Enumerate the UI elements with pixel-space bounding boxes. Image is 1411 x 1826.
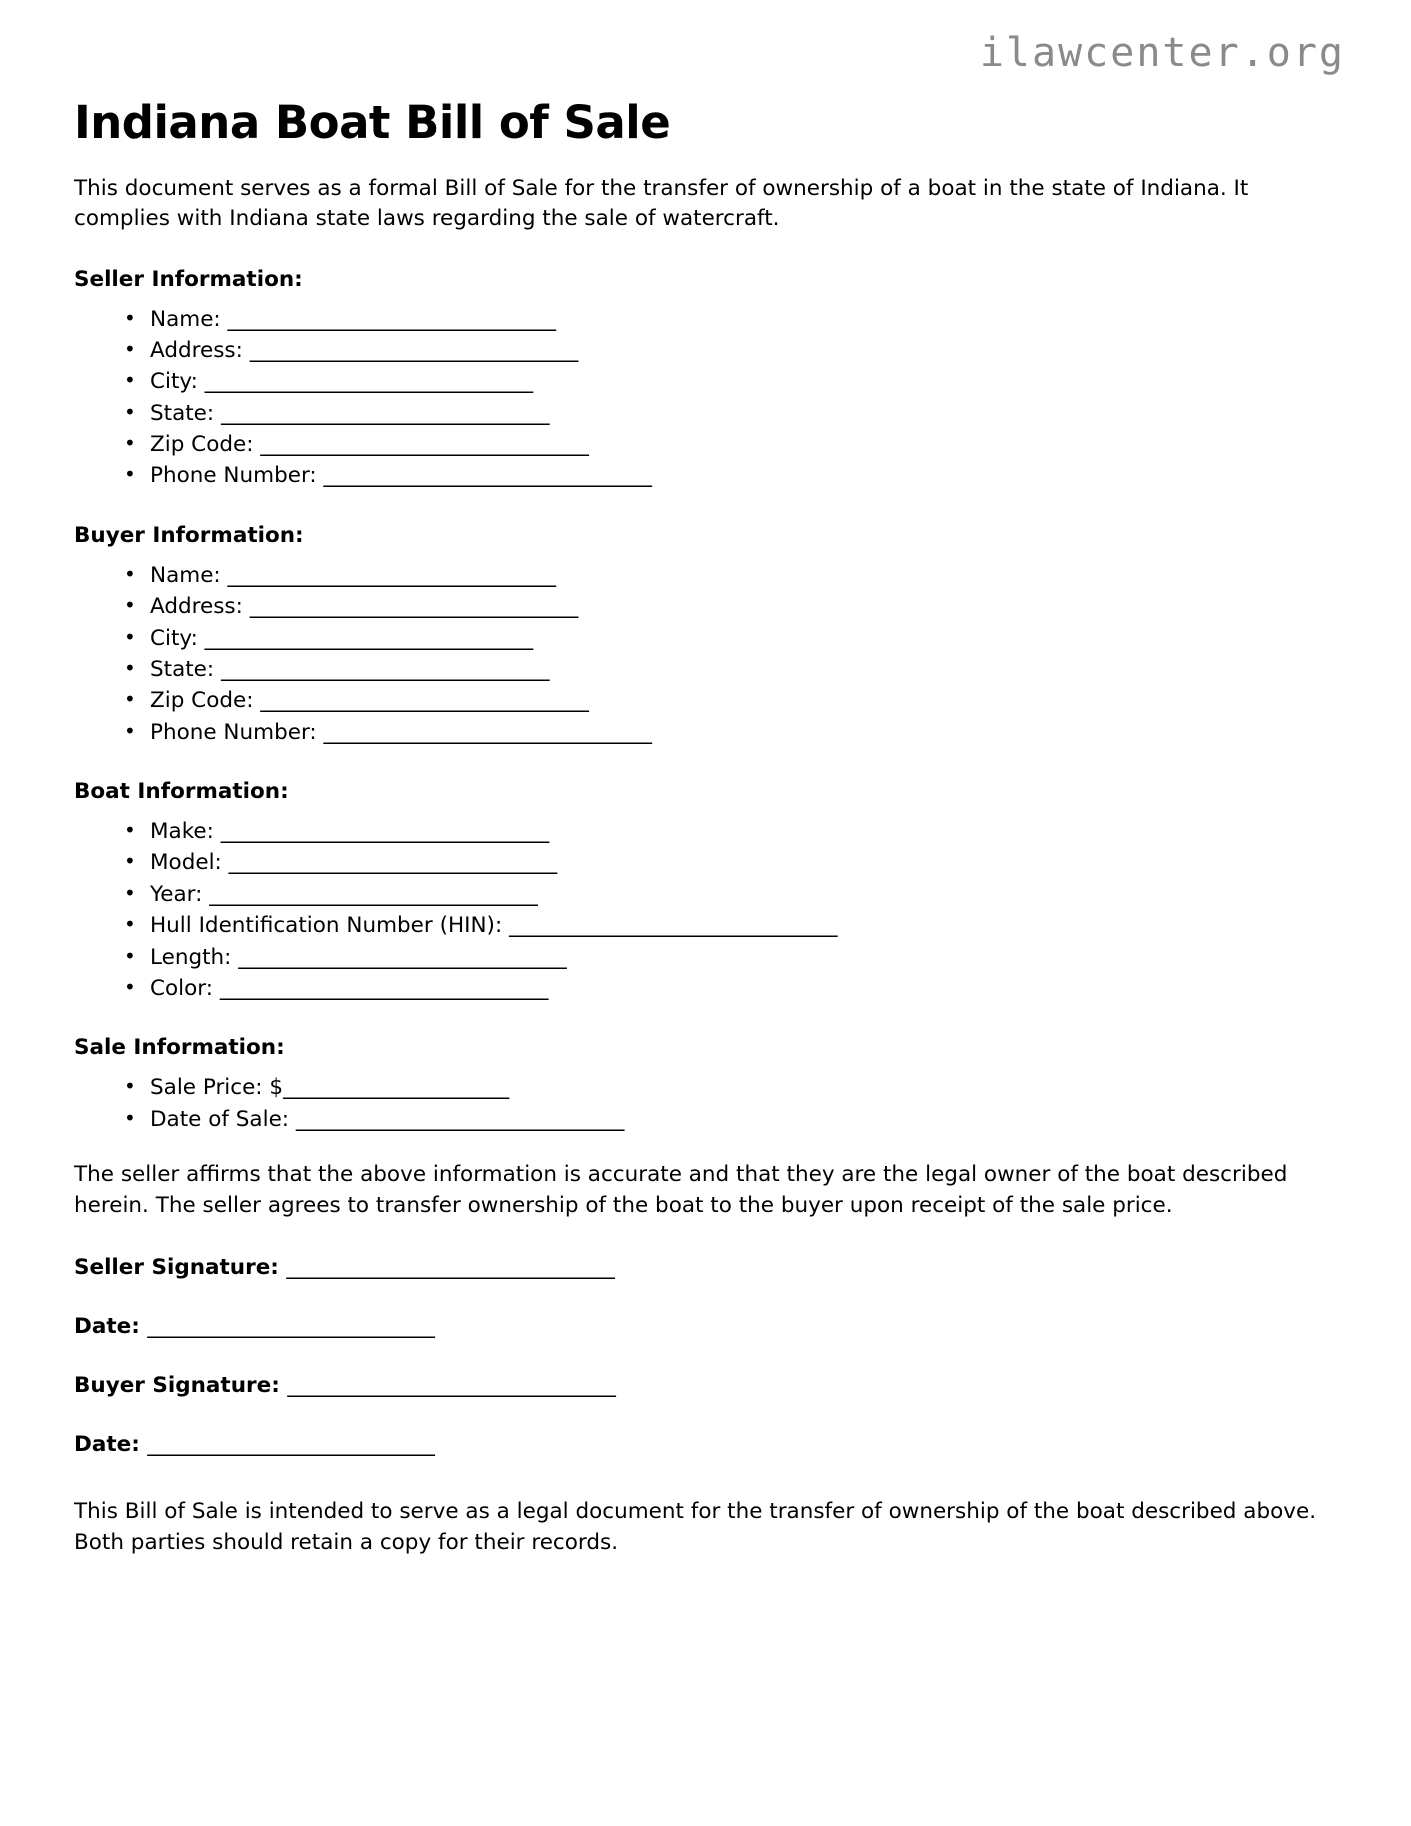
buyer-date-blank[interactable]: ____________________________ bbox=[147, 1432, 435, 1458]
list-item bbox=[122, 944, 1345, 972]
buyer-date-line bbox=[74, 1432, 1345, 1457]
list-item bbox=[122, 818, 1345, 846]
field-label: Date of Sale: bbox=[150, 1106, 290, 1132]
field-list-sale bbox=[74, 1074, 1345, 1134]
list-item bbox=[122, 562, 1345, 590]
field-label: Make: bbox=[150, 819, 214, 845]
field-label: Address: bbox=[150, 594, 243, 620]
field-label: Color: bbox=[150, 975, 213, 1001]
field-list-boat bbox=[74, 818, 1345, 1003]
list-item bbox=[122, 912, 1345, 940]
list-item bbox=[122, 337, 1345, 365]
field-label: Hull Identification Number (HIN): bbox=[150, 913, 503, 939]
buyer-date-label: Date: bbox=[74, 1432, 140, 1458]
field-blank[interactable]: ________________________________ bbox=[219, 975, 548, 1001]
list-item bbox=[122, 368, 1345, 396]
field-label: Year: bbox=[150, 881, 203, 907]
list-item bbox=[122, 849, 1345, 877]
field-list-seller bbox=[74, 306, 1345, 491]
section-heading-seller: Seller Information: bbox=[74, 266, 303, 292]
field-label: Name: bbox=[150, 562, 221, 588]
field-blank[interactable]: ________________________________ bbox=[260, 432, 589, 458]
seller-signature-line bbox=[74, 1255, 1345, 1280]
field-label: Name: bbox=[150, 306, 221, 332]
field-blank[interactable]: ______________________ bbox=[283, 1075, 509, 1101]
field-blank[interactable]: ________________________________ bbox=[221, 400, 549, 426]
buyer-signature-label: Buyer Signature: bbox=[74, 1373, 280, 1399]
list-item bbox=[122, 431, 1345, 459]
field-label: City: bbox=[150, 625, 198, 651]
list-item bbox=[122, 306, 1345, 334]
field-list-buyer bbox=[74, 562, 1345, 747]
field-label: State: bbox=[150, 656, 215, 682]
buyer-signature-line bbox=[74, 1373, 1345, 1398]
closing-paragraph: This Bill of Sale is intended to serve as a legal document for the transfer of ownership of the boat described above. Both parties should retain a copy for their records. bbox=[74, 1499, 1317, 1555]
field-blank[interactable]: ________________________________ bbox=[323, 719, 652, 745]
site-watermark: ilawcenter.org bbox=[979, 30, 1345, 76]
field-label: Zip Code: bbox=[150, 688, 254, 714]
buyer-signature-blank[interactable]: ________________________________ bbox=[287, 1373, 616, 1399]
field-blank[interactable]: ________________________________ bbox=[209, 881, 538, 907]
list-item bbox=[122, 975, 1345, 1003]
field-blank[interactable]: ________________________________ bbox=[227, 562, 556, 588]
seller-signature-label: Seller Signature: bbox=[74, 1255, 279, 1281]
field-blank[interactable]: ________________________________ bbox=[249, 337, 578, 363]
field-label: City: bbox=[150, 369, 198, 395]
field-blank[interactable]: ________________________________ bbox=[323, 463, 652, 489]
field-label: Address: bbox=[150, 337, 243, 363]
field-label: Phone Number: bbox=[150, 463, 317, 489]
list-item bbox=[122, 400, 1345, 428]
field-blank[interactable]: ________________________________ bbox=[221, 656, 549, 682]
seller-date-label: Date: bbox=[74, 1314, 140, 1340]
list-item bbox=[122, 1074, 1345, 1102]
field-blank[interactable]: ________________________________ bbox=[295, 1106, 624, 1132]
page-title: Indiana Boat Bill of Sale bbox=[74, 96, 671, 149]
seller-signature-blank[interactable]: ________________________________ bbox=[286, 1255, 615, 1281]
field-label: Sale Price: $ bbox=[150, 1075, 284, 1101]
field-blank[interactable]: ________________________________ bbox=[220, 819, 549, 845]
field-blank[interactable]: ________________________________ bbox=[227, 306, 556, 332]
field-blank[interactable]: ________________________________ bbox=[238, 944, 567, 970]
field-label: Phone Number: bbox=[150, 719, 317, 745]
section-heading-boat: Boat Information: bbox=[74, 779, 289, 805]
list-item bbox=[122, 625, 1345, 653]
field-blank[interactable]: ________________________________ bbox=[249, 594, 578, 620]
field-label: State: bbox=[150, 400, 215, 426]
affirmation-paragraph: The seller affirms that the above information is accurate and that they are the legal owner of the boat described herein. The seller agrees to transfer ownership of the boat to the buyer upon receipt of the sale price. bbox=[74, 1162, 1288, 1218]
list-item bbox=[122, 687, 1345, 715]
seller-date-line bbox=[74, 1314, 1345, 1339]
field-blank[interactable]: ________________________________ bbox=[204, 369, 533, 395]
list-item bbox=[122, 719, 1345, 747]
list-item bbox=[122, 656, 1345, 684]
list-item bbox=[122, 1106, 1345, 1134]
field-blank[interactable]: ________________________________ bbox=[509, 913, 838, 939]
list-item bbox=[122, 593, 1345, 621]
section-heading-buyer: Buyer Information: bbox=[74, 522, 304, 548]
field-blank[interactable]: ________________________________ bbox=[260, 688, 589, 714]
list-item bbox=[122, 462, 1345, 490]
list-item bbox=[122, 881, 1345, 909]
seller-date-blank[interactable]: ____________________________ bbox=[147, 1314, 435, 1340]
intro-paragraph: This document serves as a formal Bill of Sale for the transfer of ownership of a boat in the state of Indiana. It complies with Indiana state laws regarding the sale of watercraft. bbox=[74, 175, 1249, 232]
field-blank[interactable]: ________________________________ bbox=[228, 850, 557, 876]
field-label: Length: bbox=[150, 944, 232, 970]
field-blank[interactable]: ________________________________ bbox=[204, 625, 533, 651]
field-label: Zip Code: bbox=[150, 432, 254, 458]
field-label: Model: bbox=[150, 850, 222, 876]
section-heading-sale: Sale Information: bbox=[74, 1035, 285, 1061]
